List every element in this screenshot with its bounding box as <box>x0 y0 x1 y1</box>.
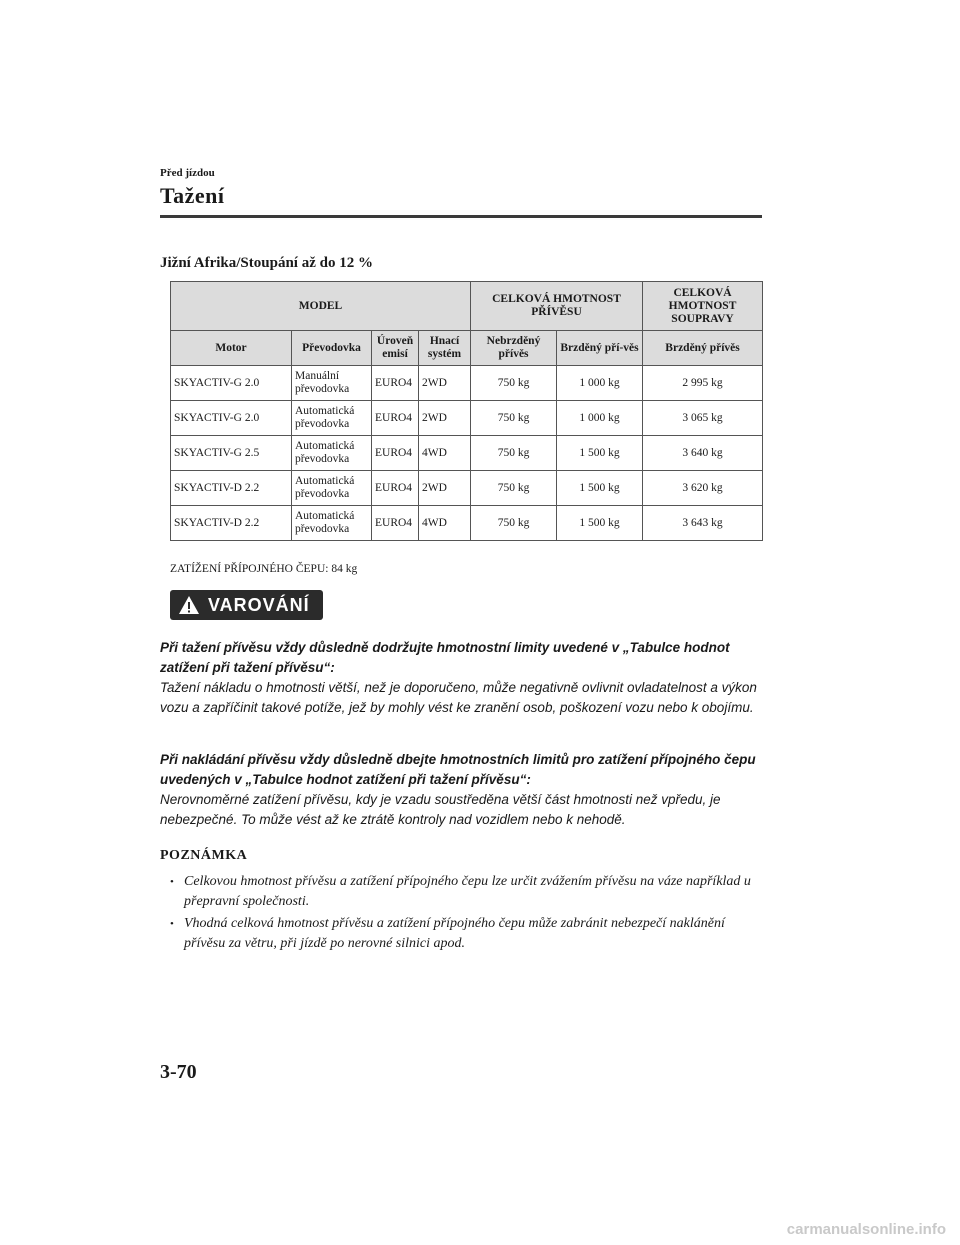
warning-emphasis: Při tažení přívěsu vždy důsledně dodržujte hmotnostní limity uvedené v „Tabulce hodnot zatížení při tažení přívěsu“: <box>160 640 730 675</box>
cell-engine: SKYACTIV-D 2.2 <box>171 471 292 506</box>
warning-badge <box>170 590 323 620</box>
warning-text: Tažení nákladu o hmotnosti větší, než je doporučeno, může negativně ovlivnit ovladatelnost a výkon vozu a zapříčinit takové potíže, jež by mohly vést ke zranění osob, poškození vozu nebo k obojímu. <box>160 680 757 715</box>
cell-drive: 2WD <box>419 366 471 401</box>
cell-combined: 3 620 kg <box>643 471 763 506</box>
column-header: Motor <box>171 331 292 366</box>
cell-unbraked: 750 kg <box>471 436 557 471</box>
table-group-header-row <box>171 282 763 331</box>
cell-unbraked: 750 kg <box>471 401 557 436</box>
tongue-load-footnote: ZATÍŽENÍ PŘÍPOJNÉHO ČEPU: 84 kg <box>170 563 358 575</box>
note-title: POZNÁMKA <box>160 848 248 863</box>
cell-combined: 3 065 kg <box>643 401 763 436</box>
table-heading: Jižní Afrika/Stoupání až do 12 % <box>160 255 373 271</box>
cell-transmission: Automatická převodovka <box>292 506 372 541</box>
cell-emission: EURO4 <box>372 401 419 436</box>
column-header: Převodovka <box>292 331 372 366</box>
table-row <box>171 506 763 541</box>
section-label: Před jízdou <box>160 167 215 179</box>
column-header: Brzděný pří-věs <box>557 331 643 366</box>
header-model: MODEL <box>171 282 471 331</box>
page-title: Tažení <box>160 183 225 208</box>
note-item: • Celkovou hmotnost přívěsu a zatížení přípojného čepu lze určit zvážením přívěsu na váze například u přepravní společnosti. <box>170 872 760 912</box>
cell-drive: 4WD <box>419 506 471 541</box>
watermark: carmanualsonline.info <box>786 1221 946 1238</box>
cell-engine: SKYACTIV-D 2.2 <box>171 506 292 541</box>
cell-unbraked: 750 kg <box>471 366 557 401</box>
table-row <box>171 436 763 471</box>
cell-braked: 1 500 kg <box>557 471 643 506</box>
column-header: Nebrzděný přívěs <box>471 331 557 366</box>
table-row <box>171 401 763 436</box>
header-combined-weight: CELKOVÁ HMOTNOST SOUPRAVY <box>643 282 763 331</box>
cell-emission: EURO4 <box>372 471 419 506</box>
cell-engine: SKYACTIV-G 2.0 <box>171 366 292 401</box>
title-divider <box>160 215 762 218</box>
cell-emission: EURO4 <box>372 506 419 541</box>
cell-transmission: Automatická převodovka <box>292 471 372 506</box>
warning-text: Nerovnoměrné zatížení přívěsu, kdy je vzadu soustředěna větší část hmotnosti než vpředu, je nebezpečné. To může vést až ke ztrátě kontroly nad vozidlem nebo k nehodě. <box>160 792 721 827</box>
cell-transmission: Automatická převodovka <box>292 401 372 436</box>
warning-emphasis: Při nakládání přívěsu vždy důsledně dbejte hmotnostních limitů pro zatížení přípojného čepu uvedených v „Tabulce hodnot zatížení při tažení přívěsu“: <box>160 752 756 787</box>
cell-emission: EURO4 <box>372 366 419 401</box>
column-header: Úroveň emisí <box>372 331 419 366</box>
page-number: 3-70 <box>160 1061 197 1083</box>
cell-transmission: Manuální převodovka <box>292 366 372 401</box>
table-row <box>171 471 763 506</box>
cell-engine: SKYACTIV-G 2.5 <box>171 436 292 471</box>
cell-braked: 1 500 kg <box>557 436 643 471</box>
towing-weight-table <box>170 281 763 541</box>
cell-drive: 4WD <box>419 436 471 471</box>
note-item: • Vhodná celková hmotnost přívěsu a zatížení přípojného čepu může zabránit nebezpečí naklánění přívěsu za větru, při jízdě po nerovné silnici apod. <box>170 914 760 954</box>
cell-emission: EURO4 <box>372 436 419 471</box>
cell-unbraked: 750 kg <box>471 506 557 541</box>
warning-triangle-icon <box>178 595 200 615</box>
cell-braked: 1 000 kg <box>557 401 643 436</box>
warning-paragraph <box>160 750 770 830</box>
note-list <box>170 872 760 956</box>
cell-combined: 3 643 kg <box>643 506 763 541</box>
warning-label: VAROVÁNÍ <box>208 594 310 615</box>
column-header: Brzděný přívěs <box>643 331 763 366</box>
cell-drive: 2WD <box>419 471 471 506</box>
cell-combined: 2 995 kg <box>643 366 763 401</box>
table-row <box>171 366 763 401</box>
column-header: Hnací systém <box>419 331 471 366</box>
cell-braked: 1 500 kg <box>557 506 643 541</box>
cell-combined: 3 640 kg <box>643 436 763 471</box>
cell-unbraked: 750 kg <box>471 471 557 506</box>
warning-paragraph <box>160 638 770 718</box>
table-column-header-row <box>171 331 763 366</box>
cell-engine: SKYACTIV-G 2.0 <box>171 401 292 436</box>
cell-transmission: Automatická převodovka <box>292 436 372 471</box>
cell-drive: 2WD <box>419 401 471 436</box>
cell-braked: 1 000 kg <box>557 366 643 401</box>
header-trailer-weight: CELKOVÁ HMOTNOST PŘÍVĚSU <box>471 282 643 331</box>
